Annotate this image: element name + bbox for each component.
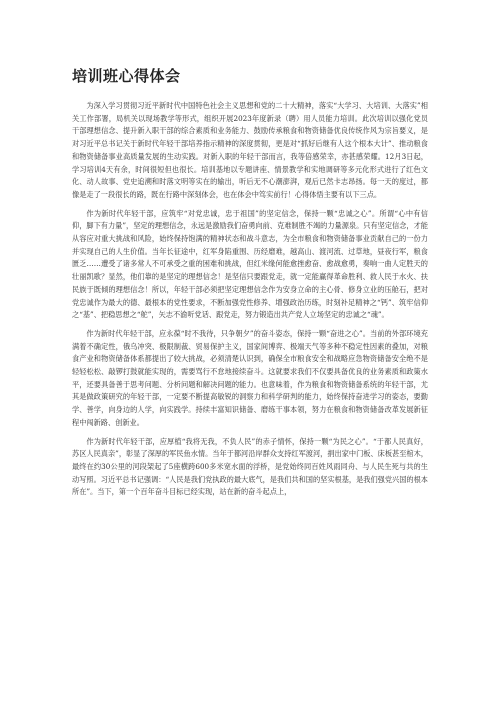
document-title: 培训班心得体会 xyxy=(72,67,181,85)
paragraph-intro: 为深入学习贯彻习近平新时代中国特色社会主义思想和党的二十大精神，落实“大学习、大培训、大落实”相关工作部署，局机关以现场教学等形式，组织开展2023年度新录（聘）用人员能力培训。此次培训以强化党员干部理想信念、提升新入职干部的综合素质和业务能力、鼓励传承粮食和物资储备优良传统作风为宗旨要义，是对习近平总书记关于新时代年轻干部培养指示精神的深度贯彻，更是对“抓好后继有人这个根本大计”、推动粮食和物资储备事业高质量发展的生动实践。对新入职的年轻干部而言，我等倍感荣幸，亦甚感荣耀。12月3日起，学习培训4天有余，时间很短但也很长。培训基地以专题讲座、情景教学和实地调研等多元化形式进行了红色文化、动人故事、党史追溯和时落文明等实在的输出，听后无不心潮澎湃，观后已然卡志昂扬。每一天的度过，都像是走了一段很长的路，既在行路中深刻体会，也在体会中笃实前行！心得体悟主要有以下三点。 xyxy=(72,101,428,199)
paragraph-people: 作为新时代年轻干部，应厚植“我将无我，不负人民”的赤子情怀，保持一颗“为民之心”。“于都人民真好，苏区人民真亲”，彰显了深厚的军民鱼水情。当年于都河沿岸群众支持红军渡河，捐出家中门板、床板甚至棺木，最终在约30公里的河段架起了5座横跨600多米宽水面的浮桥，是党始终同百姓风雨同舟、与人民生死与共的生动写照。习近平总书记强调：“人民是我们党执政的最大底气，是我们共和国的坚实根基，是我们强党兴国的根本所在”。当下，第一个百年奋斗目标已经实现，站在新的奋斗起点上， xyxy=(72,436,428,497)
paragraph-loyalty: 作为新时代年轻干部，应筑牢“对党忠诚，忠于祖国”的坚定信念，保持一颗“忠诚之心”。所谓“心中有信仰，脚下有力量”，坚定的理想信念，永远是激励我们奋勇向前、克难制胜不竭的力量源泉。只有坚定信念，才能从容应对重大挑战和风险，始终保持饱满的精神状态和战斗意志，为全市粮食和物资储备事业贡献自己的一份力并实现自己的人生价值。当年长征途中，红军身陷重围、历经磨难，越高山、渡河流、过草地，昼夜行军，粮食匮乏……遭受了诸多常人不可承受之重的困难和挑战，但红米缘何能愈挫愈奋、愈战愈勇，奏响一曲人定胜天的壮丽凯歌？显然，他们靠的是坚定的理想信念！是坚信只要跟党走，就一定能赢得革命胜利、救人民于水火、扶民族于既倾的理想信念！所以，年轻干部必须把坚定理想信念作为安身立命的主心骨、修身立业的压舱石，把对党忠诚作为最大的德、最根本的党性要求，不断加强党性修养、增强政治历练，时刻补足精神之“钙”、筑牢信仰之“基”、把稳思想之“舵”，矢志不渝听党话、跟党走，努力锻造出共产党人立场坚定的忠诚之“魂”。 xyxy=(72,208,428,320)
paragraph-striving: 作为新时代年轻干部，应永葆“时不我待，只争朝夕”的奋斗姿态，保持一颗“奋进之心”。当前的外部环境充满着不确定性，俄乌冲突、极限制裁、贸易保护主义，国家间博弈、极端天气等多种不稳定性因素的叠加，对粮食产业和物资储备体系都提出了较大挑战，必须清楚认识到，确保全市粮食安全和战略应急物资储备安全绝不是轻轻松松、敲锣打鼓就能实现的，需要骂行不怠地接续奋斗。这就要求我们不仅要具备优良的业务素质和政策水平，还要具备善于思考问题、分析问题和解决问题的能力。也意味着，作为粮食和物资储备系统的年轻干部，尤其是做政策研究的年轻干部，一定要不断提高敏锐的洞察力和科学研判的能力，始终保持奋进学习的姿态，要勤学、善学，向身边的人学，向实践学。持续丰富知识储备、磨练干事本领，努力在粮食和物资储备改革发展新征程中闯新路、创新业。 xyxy=(72,328,428,427)
